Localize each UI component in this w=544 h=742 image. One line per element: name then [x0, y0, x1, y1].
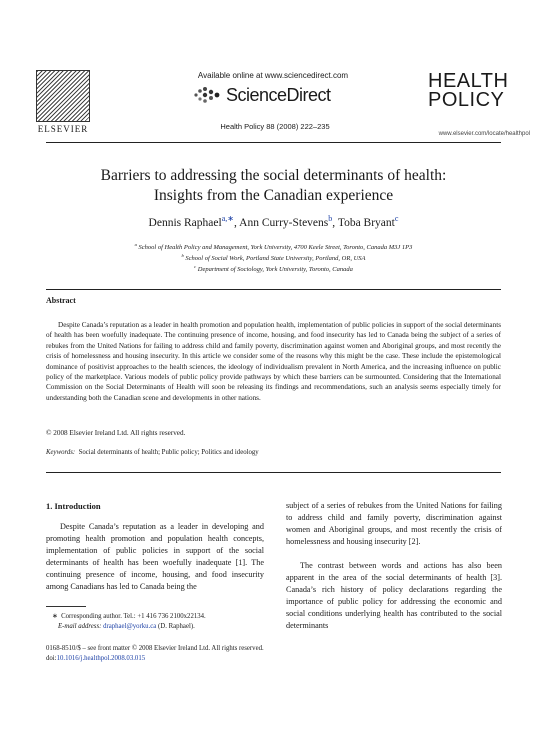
title-line-1: Barriers to addressing the social determinants of health:	[100, 167, 447, 184]
abstract-body: Despite Canada’s reputation as a leader in health promotion and population health, implementation of public policies in support of the social determinants of health has been woefully inadequate. The continuing presence of income, housing, and food insecurity has led to Canada being the subject of a series of rebukes from the United Nations for failing to address child and family poverty, discrimination against women and Aboriginal groups, and most recently the crisis of homelessness and housing insecurity. In this article we consider some of the reasons why this might be the case. These include the epistemological dominance of positivist approaches to the health sciences, the ideology of individualism prevalent in North America, and the increasing influence on public policy of the marketplace. Various models of public policy provide pathways by which these barriers can be surmounted. Considering that the International Commission on the Social Determinants of Health will soon be releasing its findings and recommendations, such an analysis seems especially timely for understanding both the Canadian scene and developments in other nations.	[46, 321, 501, 402]
elsevier-wordmark: ELSEVIER	[37, 124, 89, 134]
header-rule	[46, 142, 501, 143]
author-affiliation-mark[interactable]: a,∗	[221, 214, 235, 223]
author-separator: ,	[234, 216, 240, 229]
elsevier-tree-icon	[36, 70, 90, 122]
front-matter-line: 0168-8510/$ – see front matter © 2008 Elsevier Ireland Ltd. All rights reserved.	[46, 645, 264, 652]
doi-label: doi:	[46, 655, 57, 662]
sciencedirect-logo[interactable]	[192, 82, 372, 108]
footnote-author-line: Corresponding author. Tel.: +1 416 736 2100x22134.	[61, 613, 206, 620]
health-policy-logo-line2: POLICY	[428, 89, 505, 111]
abstract-bottom-rule	[46, 472, 501, 473]
health-policy-logo	[428, 72, 526, 110]
keywords	[46, 449, 501, 456]
journal-citation: Health Policy 88 (2008) 222–235	[220, 122, 330, 131]
footnote-mark: ∗	[52, 613, 58, 620]
corresponding-author-footnote	[46, 612, 276, 632]
affiliation	[46, 253, 501, 262]
author-name: Dennis Raphael	[148, 216, 222, 229]
footnote-rule	[46, 606, 86, 607]
sciencedirect-dots-icon	[192, 86, 222, 104]
author-name: Toba Bryant	[337, 216, 395, 229]
section-heading-introduction: 1. Introduction	[46, 501, 101, 511]
page-footer	[46, 644, 346, 664]
abstract-top-rule	[46, 289, 501, 290]
keywords-text: Social determinants of health; Public policy; Politics and ideology	[78, 449, 259, 456]
journal-url[interactable]: www.elsevier.com/locate/healthpol	[438, 131, 530, 137]
author-affiliation-mark[interactable]: c	[394, 214, 399, 223]
elsevier-logo	[34, 70, 92, 134]
sciencedirect-wordmark: ScienceDirect	[226, 85, 331, 105]
available-online-text: Available online at www.sciencedirect.com	[197, 71, 349, 80]
doi-link[interactable]: 10.1016/j.healthpol.2008.03.015	[56, 655, 146, 662]
affiliation-mark: c	[194, 264, 197, 269]
abstract-heading: Abstract	[46, 296, 76, 305]
intro-paragraph-continued: subject of a series of rebukes from the United Nations for failing to address child and family poverty, discrimination against women and Aboriginal groups, and most recently the crisis of homelessness and housing insecurity [2].	[286, 501, 502, 547]
keywords-label: Keywords:	[46, 449, 76, 456]
author-list	[46, 214, 501, 229]
title-line-2: Insights from the Canadian experience	[153, 187, 394, 204]
affiliation-text: School of Social Work, Portland State University, Portland, OR, USA	[185, 255, 366, 263]
author-affiliation-mark[interactable]: b	[328, 214, 333, 223]
email-label: E-mail address:	[58, 623, 102, 630]
affiliation	[46, 264, 501, 273]
affiliation-mark: b	[181, 253, 184, 258]
article-title	[46, 166, 501, 206]
email-link[interactable]: draphael@yorku.ca	[103, 623, 157, 630]
health-policy-logo-line1: HEALTH	[428, 70, 509, 92]
author-name: Ann Curry-Stevens	[239, 216, 329, 229]
affiliation-text: School of Health Policy and Management, York University, 4700 Keele Street, Toronto, Canada M3J 1P3	[138, 244, 413, 252]
affiliation	[46, 242, 501, 251]
affiliation-text: Department of Sociology, York University, Toronto, Canada	[197, 266, 353, 274]
abstract-copyright: © 2008 Elsevier Ireland Ltd. All rights reserved.	[46, 429, 186, 437]
email-suffix: (D. Raphael).	[158, 623, 195, 630]
intro-paragraph: Despite Canada’s reputation as a leader in developing and promoting health promotion and population health concepts, implementation of public policies in support of the social determinants of health has been woefully inadequate [1]. The continuing presence of income, housing, and food insecurity among Canadians has led to Canada being the	[46, 522, 264, 592]
intro-paragraph: The contrast between words and actions has also been apparent in the area of the social determinants of health [3]. Canada’s rich history of policy declarations regarding the importance of public policy for addressing the economic and social conditions underlying health has contributed to the social determinants	[286, 561, 502, 631]
affiliation-mark: a	[134, 242, 137, 247]
author-separator: ,	[332, 216, 338, 229]
